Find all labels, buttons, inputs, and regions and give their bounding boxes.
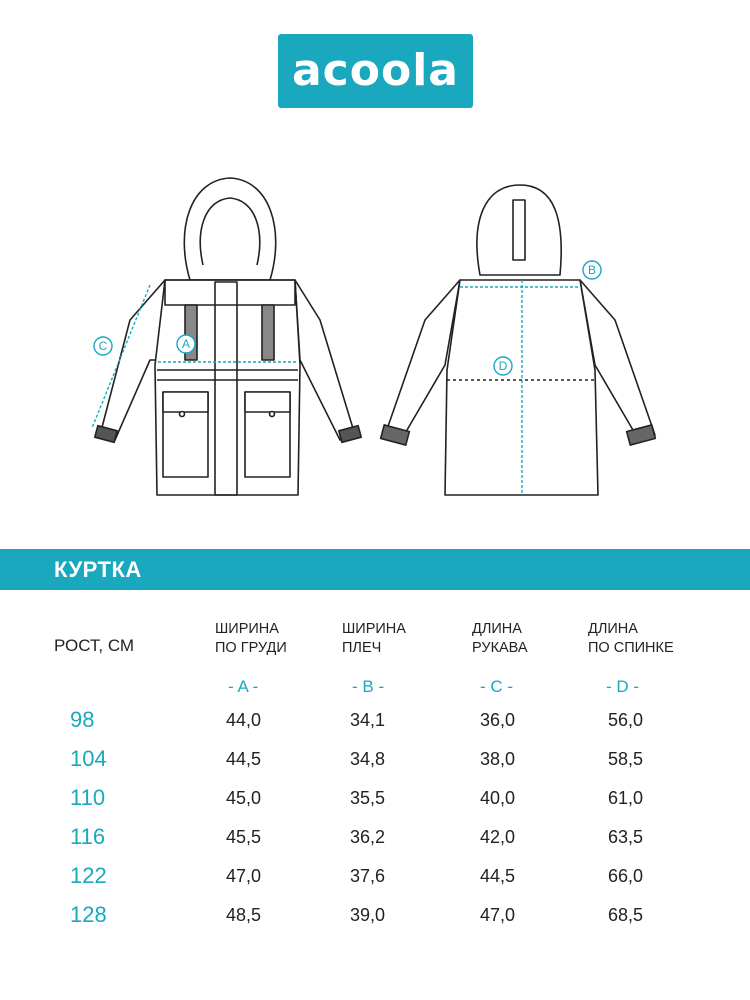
cell-a: 44,0 [226, 710, 262, 730]
column-code-a: - A - [228, 677, 259, 696]
cell-d: 68,5 [608, 905, 644, 925]
cell-d: 63,5 [608, 827, 644, 847]
logo-text: acoola [291, 45, 459, 96]
cell-b: 39,0 [350, 905, 386, 925]
cell-a: 45,5 [226, 827, 262, 847]
row-height: 122 [70, 863, 107, 888]
row-height: 110 [70, 785, 106, 810]
cell-c: 36,0 [480, 710, 516, 730]
cell-d: 66,0 [608, 866, 644, 886]
column-code-c: - C - [480, 677, 514, 696]
cell-b: 36,2 [350, 827, 386, 847]
row-height: 98 [70, 707, 95, 732]
cell-a: 48,5 [226, 905, 262, 925]
column-code-b: - B - [352, 677, 385, 696]
cell-d: 58,5 [608, 749, 644, 769]
cell-a: 45,0 [226, 788, 262, 808]
marker-a: A [181, 337, 191, 351]
cell-b: 34,1 [350, 710, 386, 730]
marker-c: C [98, 339, 108, 353]
cell-c: 47,0 [480, 905, 516, 925]
product-banner [0, 549, 750, 590]
column-header-a: ШИРИНА ПО ГРУДИ [215, 621, 287, 656]
cell-c: 42,0 [480, 827, 516, 847]
cell-b: 34,8 [350, 749, 386, 769]
marker-d: D [498, 359, 508, 373]
cell-b: 37,6 [350, 866, 386, 886]
cell-a: 44,5 [226, 749, 262, 769]
cell-d: 61,0 [608, 788, 644, 808]
front-right-sleeve [295, 280, 355, 440]
cell-c: 40,0 [480, 788, 516, 808]
column-header-b: ШИРИНА ПЛЕЧ [342, 621, 406, 656]
row-header-label: РОСТ, СМ [54, 636, 135, 655]
marker-b: B [587, 263, 597, 277]
cell-b: 35,5 [350, 788, 386, 808]
cell-a: 47,0 [226, 866, 262, 886]
product-title: КУРТКА [54, 557, 142, 582]
cell-c: 38,0 [480, 749, 516, 769]
row-height: 104 [70, 746, 107, 771]
cell-d: 56,0 [608, 710, 644, 730]
column-header-c: ДЛИНА РУКАВА [472, 621, 528, 656]
cell-c: 44,5 [480, 866, 516, 886]
jacket-sketch [0, 170, 750, 510]
front-hood [184, 178, 275, 280]
row-height: 128 [70, 902, 107, 927]
brand-logo [278, 34, 473, 108]
column-code-d: - D - [606, 677, 640, 696]
row-height: 116 [70, 824, 106, 849]
column-header-d: ДЛИНА ПО СПИНКЕ [588, 621, 674, 656]
